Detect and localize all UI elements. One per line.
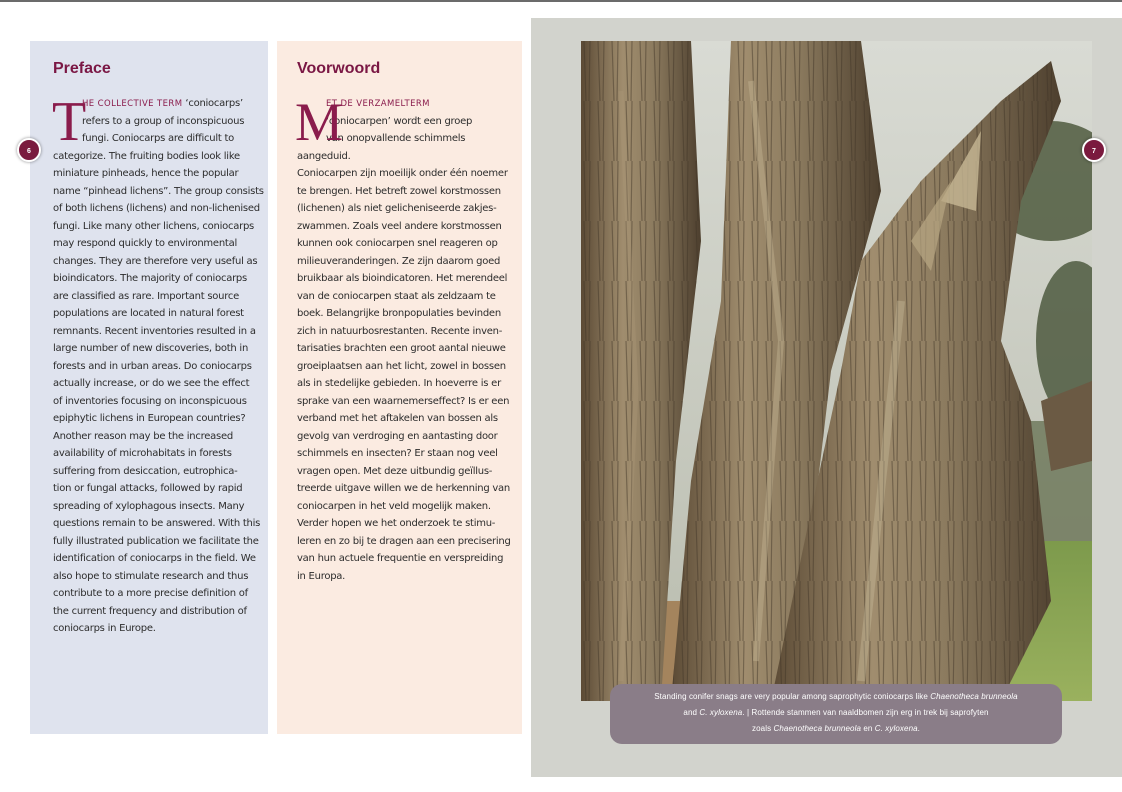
preface-line: refers to a group of inconspicuous [82, 115, 245, 127]
top-rule [0, 0, 1122, 2]
preface-title: Preface [53, 60, 111, 77]
preface-line: may respond quickly to environmental [53, 238, 237, 249]
voorwoord-line: Coniocarpen zijn moeilijk onder één noemer [297, 168, 508, 179]
photo-caption [610, 684, 1062, 744]
preface-line: tion or fungal attacks, followed by rapid [53, 483, 243, 494]
preface-line: remnants. Recent inventories resulted in a [53, 325, 256, 337]
voorwoord-line: zwammen. Zoals veel andere korstmossen [297, 220, 502, 232]
voorwoord-title: Voorwoord [297, 60, 381, 77]
preface-line: forests and in urban areas. Do coniocarps [53, 360, 252, 372]
voorwoord-line: van de coniocarpen staat als zeldzaam te [297, 290, 496, 302]
conifer-snag-photo [581, 41, 1092, 701]
preface-line: bioindicators. The majority of coniocarps [53, 273, 247, 284]
voorwoord-column [277, 41, 522, 734]
page-number-left: 6 [17, 138, 41, 162]
voorwoord-line: boek. Belangrijke bronpopulaties bevinden [297, 308, 501, 319]
preface-line: contribute to a more precise definition of [53, 588, 248, 599]
voorwoord-line: groeiplaatsen aan het licht, zowel in bossen [297, 360, 506, 372]
voorwoord-line: Verder hopen we het onderzoek te stimu- [297, 518, 496, 529]
tree-illustration [581, 41, 1092, 701]
voorwoord-line: sprake van een waarnemerseffect? Is er een [297, 395, 510, 407]
voorwoord-line: bruikbaar als bioindicatoren. Het merendeel [297, 273, 508, 284]
voorwoord-line: ‘coniocarpen’ wordt een groep [326, 115, 473, 127]
voorwoord-line: kunnen ook coniocarpen snel reageren op [297, 238, 498, 249]
preface-line: spreading of xylophagous insects. Many [53, 500, 245, 512]
preface-line: categorize. The fruiting bodies look like [53, 150, 240, 162]
voorwoord-line: (lichenen) als niet gelicheniseerde zakjes- [297, 203, 497, 214]
preface-line: HE COLLECTIVE TERM ‘coniocarps’ [82, 98, 243, 109]
preface-line: fungi. Coniocarps are difficult to [82, 133, 235, 144]
preface-line: the current frequency and distribution of [53, 605, 247, 617]
preface-line: populations are located in natural forest [53, 308, 244, 319]
preface-line: are classified as rare. Important source [53, 290, 240, 302]
preface-line: miniature pinheads, hence the popular [53, 168, 239, 179]
preface-lead: HE COLLECTIVE TERM [82, 99, 183, 109]
voorwoord-line: leren en zo bij te dragen aan een precisering [297, 535, 511, 547]
caption-line-3: zoals Chaenotheca brunneola en C. xyloxena. [752, 724, 920, 733]
preface-line: suffering from desiccation, eutrophica- [53, 465, 238, 477]
voorwoord-body [295, 92, 511, 585]
preface-line: epiphytic lichens in European countries? [53, 413, 246, 424]
preface-line: fully illustrated publication we facilitate the [53, 535, 259, 547]
preface-body [52, 91, 264, 638]
preface-line: availability of microhabitats in forests [53, 448, 232, 459]
preface-dropcap: T [52, 91, 87, 153]
voorwoord-dropcap: M [295, 92, 344, 152]
preface-line: large number of new discoveries, both in [53, 343, 249, 354]
voorwoord-line: vragen open. Met deze uitbundig geïllus- [297, 465, 493, 477]
preface-line: questions remain to be answered. With this [53, 518, 261, 529]
preface-line: actually increase, or do we see the effect [53, 378, 250, 389]
voorwoord-line: gevolg van verdroging en aantasting door [297, 430, 498, 442]
preface-line: name “pinhead lichens”. The group consists [53, 185, 264, 197]
preface-line: fungi. Like many other lichens, coniocarps [53, 220, 255, 232]
voorwoord-line: van onopvallende schimmels [326, 133, 466, 144]
voorwoord-line: aangeduid. [297, 150, 351, 162]
preface-line: changes. They are therefore very useful as [53, 255, 258, 267]
voorwoord-line: treerde uitgave willen we de herkenning van [297, 483, 511, 494]
preface-line: of inventories focusing on inconspicuous [53, 395, 247, 407]
preface-line: Another reason may be the increased [53, 430, 233, 442]
caption-line-2: and C. xyloxena. | Rottende stammen van naaldbomen zijn erg in trek bij saprofyten [683, 708, 989, 717]
voorwoord-line: van hun actuele frequentie en verspreiding [297, 553, 504, 564]
voorwoord-line: zich in natuurbosrestanten. Recente inven- [297, 325, 503, 337]
voorwoord-line: als in stedelijke gebieden. In hoeverre is er [297, 378, 501, 389]
voorwoord-line: in Europa. [297, 570, 346, 582]
voorwoord-line: verband met het aftakelen van bossen als [297, 413, 498, 424]
preface-line: of both lichens (lichens) and non-lichenised [53, 203, 260, 214]
voorwoord-lead: ET DE VERZAMELTERM [326, 99, 430, 109]
preface-line: identification of coniocarps in the field. We [53, 553, 256, 564]
preface-line: also hope to stimulate research and thus [53, 570, 249, 582]
voorwoord-line: coniocarpen in het veld mogelijk maken. [297, 500, 491, 512]
voorwoord-line: te brengen. Het betreft zowel korstmossen [297, 185, 501, 197]
preface-line: coniocarps in Europe. [53, 623, 156, 634]
voorwoord-line: milieuveranderingen. Ze zijn daarom goed [297, 255, 501, 267]
caption-line-1: Standing conifer snags are very popular among saprophytic coniocarps like Chaenotheca brunneola [654, 692, 1018, 701]
preface-column [30, 41, 268, 734]
voorwoord-line: tarisaties brachten een groot aantal nieuwe [297, 343, 506, 354]
voorwoord-line: schimmels en insecten? Er staan nog veel [297, 448, 498, 459]
page-number-right: 7 [1082, 138, 1106, 162]
